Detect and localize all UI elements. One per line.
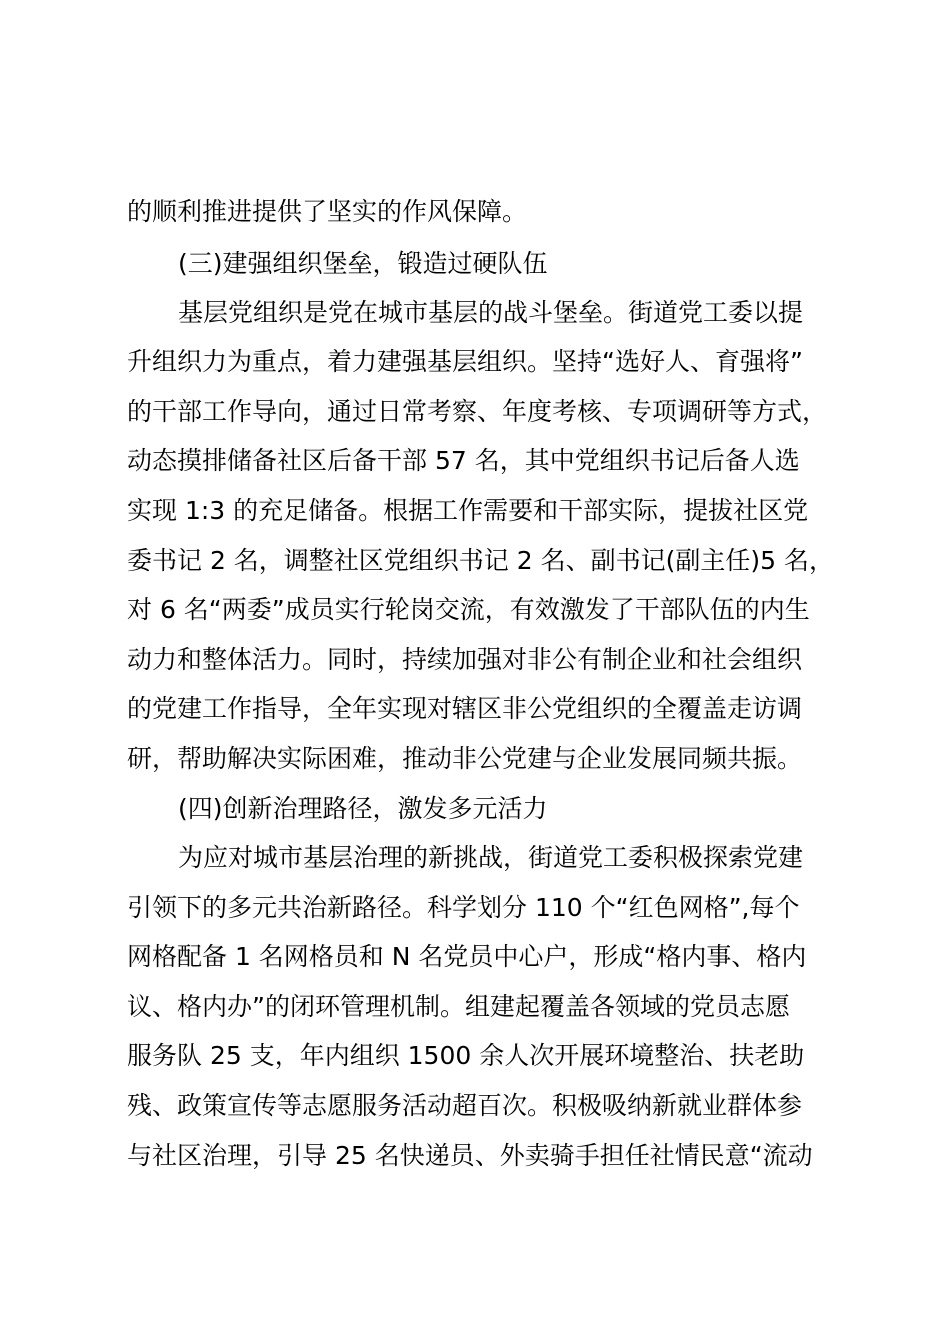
paragraph-line: 为应对城市基层治理的新挑战，街道党工委积极探索党建	[178, 843, 804, 872]
paragraph-line: 网格配备 1 名网格员和 N 名党员中心户，形成“格内事、格内	[127, 942, 807, 971]
paragraph-line: 服务队 25 支，年内组织 1500 余人次开展环境整治、扶老助	[127, 1041, 805, 1070]
paragraph-line: 残、政策宣传等志愿服务活动超百次。积极吸纳新就业群体参	[127, 1091, 803, 1120]
paragraph-line: 的干部工作导向，通过日常考察、年度考核、专项调研等方式，	[127, 397, 828, 426]
paragraph-line: 与社区治理，引导 25 名快递员、外卖骑手担任社情民意“流动	[127, 1141, 813, 1170]
paragraph-line: 基层党组织是党在城市基层的战斗堡垒。街道党工委以提	[178, 298, 804, 327]
paragraph-line: 议、格内办”的闭环管理机制。组建起覆盖各领域的党员志愿	[127, 992, 790, 1021]
paragraph-line: 引领下的多元共治新路径。科学划分 110 个“红色网格”,每个	[127, 893, 800, 922]
paragraph-line: 委书记 2 名，调整社区党组织书记 2 名、副书记(副主任)5 名，	[127, 546, 834, 575]
paragraph-line: 的顺利推进提供了坚实的作风保障。	[127, 197, 528, 226]
paragraph-line: 升组织力为重点，着力建强基层组织。坚持“选好人、育强将”	[127, 347, 803, 376]
section-heading-3: (三)建强组织堡垒，锻造过硬队伍	[178, 249, 548, 278]
paragraph-line: 的党建工作指导，全年实现对辖区非公党组织的全覆盖走访调	[127, 694, 803, 723]
paragraph-line: 研，帮助解决实际困难，推动非公党建与企业发展同频共振。	[127, 744, 803, 773]
section-heading-4: (四)创新治理路径，激发多元活力	[178, 794, 548, 823]
paragraph-line: 对 6 名“两委”成员实行轮岗交流，有效激发了干部队伍的内生	[127, 595, 810, 624]
paragraph-line: 实现 1:3 的充足储备。根据工作需要和干部实际，提拔社区党	[127, 496, 809, 525]
paragraph-line: 动态摸排储备社区后备干部 57 名，其中党组织书记后备人选	[127, 446, 800, 475]
paragraph-line: 动力和整体活力。同时，持续加强对非公有制企业和社会组织	[127, 645, 803, 674]
